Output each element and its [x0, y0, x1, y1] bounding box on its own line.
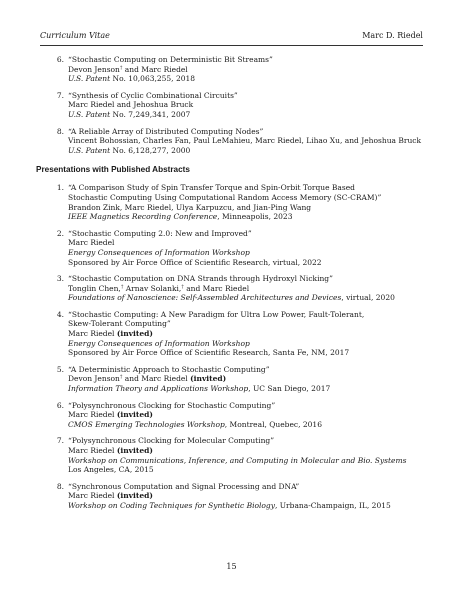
section-heading: Presentations with Published Abstracts — [36, 165, 190, 175]
entry-number: 4. — [56, 309, 64, 319]
patent-number: U.S. Patent No. 10,063,255, 2018 — [68, 74, 196, 84]
invited-label: (invited) — [116, 329, 153, 339]
presentation-title: “Polysynchronous Clocking for Molecular Computing” — [68, 436, 275, 446]
presentation-title: “A Comparison Study of Spin Transfer Torque and Spin-Orbit Torque Based — [68, 183, 355, 193]
patent-entry — [48, 127, 433, 156]
page-number: 15 — [226, 562, 237, 571]
presentation-entry — [48, 401, 433, 430]
entry-number: 8. — [56, 126, 64, 136]
entry-number: 3. — [56, 274, 64, 284]
presentation-venue-location: Los Angeles, CA, 2015 — [68, 465, 154, 475]
presentation-entry — [48, 274, 433, 303]
patent-title: “A Reliable Array of Distributed Computing Nodes” — [68, 126, 264, 136]
student-dagger: † — [120, 283, 124, 290]
presentation-entry — [48, 310, 433, 358]
entry-number: 7. — [56, 90, 64, 100]
invited-label: (invited) — [116, 491, 153, 501]
presentation-sponsor: Sponsored by Air Force Office of Scientific Research, Santa Fe, NM, 2017 — [68, 348, 350, 358]
presentation-entry — [48, 436, 433, 474]
patent-number: U.S. Patent No. 7,249,341, 2007 — [68, 109, 191, 119]
patent-authors: Vincent Bohossian, Charles Fan, Paul LeMahieu, Marc Riedel, Lihao Xu, and Jehoshua Bruck — [68, 136, 422, 146]
entry-number: 8. — [56, 481, 64, 491]
entry-number: 6. — [56, 55, 64, 64]
presentation-title: “Stochastic Computation on DNA Strands through Hydroxyl Nicking” — [68, 274, 333, 284]
presentation-title: “Polysynchronous Clocking for Stochastic Computing” — [68, 400, 276, 410]
patent-title: “Synthesis of Cyclic Combinational Circuits” — [68, 90, 238, 100]
patent-authors: Marc Riedel and Jehoshua Bruck — [68, 100, 194, 110]
invited-label: (invited) — [116, 410, 153, 420]
entry-number: 2. — [56, 228, 64, 238]
presentation-venue: IEEE Magnetics Recording Conference, Minneapolis, 2023 — [68, 212, 293, 222]
presentation-authors: Marc Riedel — [68, 238, 115, 248]
presentation-authors: Marc Riedel (invited) — [68, 329, 153, 339]
presentation-authors: Devon Jenson† and Marc Riedel (invited) — [68, 374, 227, 384]
header-author-name: Marc D. Riedel — [362, 31, 423, 40]
presentation-entry — [48, 365, 433, 394]
presentation-title: “Stochastic Computing: A New Paradigm for Ultra Low Power, Fault-Tolerant, — [68, 309, 365, 319]
presentation-venue: Workshop on Coding Techniques for Synthetic Biology, Urbana-Champaign, IL, 2015 — [68, 500, 391, 510]
header-rule — [40, 45, 423, 46]
patent-title: “Stochastic Computing on Deterministic Bit Streams” — [68, 55, 273, 64]
presentation-venue: Foundations of Nanoscience: Self-Assembled Architectures and Devices, virtual, 2020 — [68, 293, 395, 303]
presentation-entry — [48, 183, 433, 221]
invited-label: (invited) — [116, 446, 153, 455]
entry-number: 1. — [56, 183, 64, 193]
patent-number: U.S. Patent No. 6,128,277, 2000 — [68, 145, 191, 155]
presentation-authors: Tonglin Chen,† Arnav Solanki,† and Marc Riedel — [68, 283, 250, 293]
presentation-venue: Workshop on Communications, Inference, and Computing in Molecular and Bio. Systems — [68, 455, 407, 465]
presentation-title: “Synchronous Computation and Signal Processing and DNA” — [68, 481, 300, 491]
presentation-authors: Marc Riedel (invited) — [68, 491, 153, 501]
header-doc-title: Curriculum Vitae — [40, 31, 110, 40]
patent-entry — [48, 55, 433, 84]
presentation-authors: Brandon Zink, Marc Riedel, Ulya Karpuzcu, and Jian-Ping Wang — [68, 202, 312, 212]
presentation-entry — [48, 482, 433, 511]
patent-entry — [48, 91, 433, 120]
presentation-title: “Stochastic Computing 2.0: New and Improved” — [68, 228, 252, 238]
presentation-title: Skew-Tolerant Computing” — [68, 319, 171, 329]
invited-label: (invited) — [190, 374, 227, 384]
presentation-title: Stochastic Computing Using Computational Random Access Memory (SC-CRAM)” — [68, 192, 382, 202]
presentation-sponsor: Sponsored by Air Force Office of Scientific Research, virtual, 2022 — [68, 257, 322, 267]
presentation-venue: CMOS Emerging Technologies Workshop, Montreal, Quebec, 2016 — [68, 419, 322, 429]
student-dagger: † — [119, 374, 123, 381]
presentation-venue: Information Theory and Applications Workshop, UC San Diego, 2017 — [68, 384, 331, 394]
presentation-venue: Energy Consequences of Information Workshop — [68, 247, 250, 257]
presentation-entry — [48, 229, 433, 267]
presentation-authors: Marc Riedel (invited) — [68, 446, 153, 455]
entry-number: 5. — [56, 364, 64, 374]
entry-number: 7. — [56, 436, 64, 446]
presentation-venue: Energy Consequences of Information Workshop — [68, 338, 250, 348]
presentation-title: “A Deterministic Approach to Stochastic Computing” — [68, 364, 270, 374]
entry-number: 6. — [56, 400, 64, 410]
page-content — [36, 55, 433, 518]
running-header — [40, 30, 423, 42]
student-dagger: † — [119, 64, 123, 71]
presentation-authors: Marc Riedel (invited) — [68, 410, 153, 420]
student-dagger: † — [181, 283, 184, 290]
patent-authors: Devon Jenson† and Marc Riedel — [68, 64, 188, 74]
